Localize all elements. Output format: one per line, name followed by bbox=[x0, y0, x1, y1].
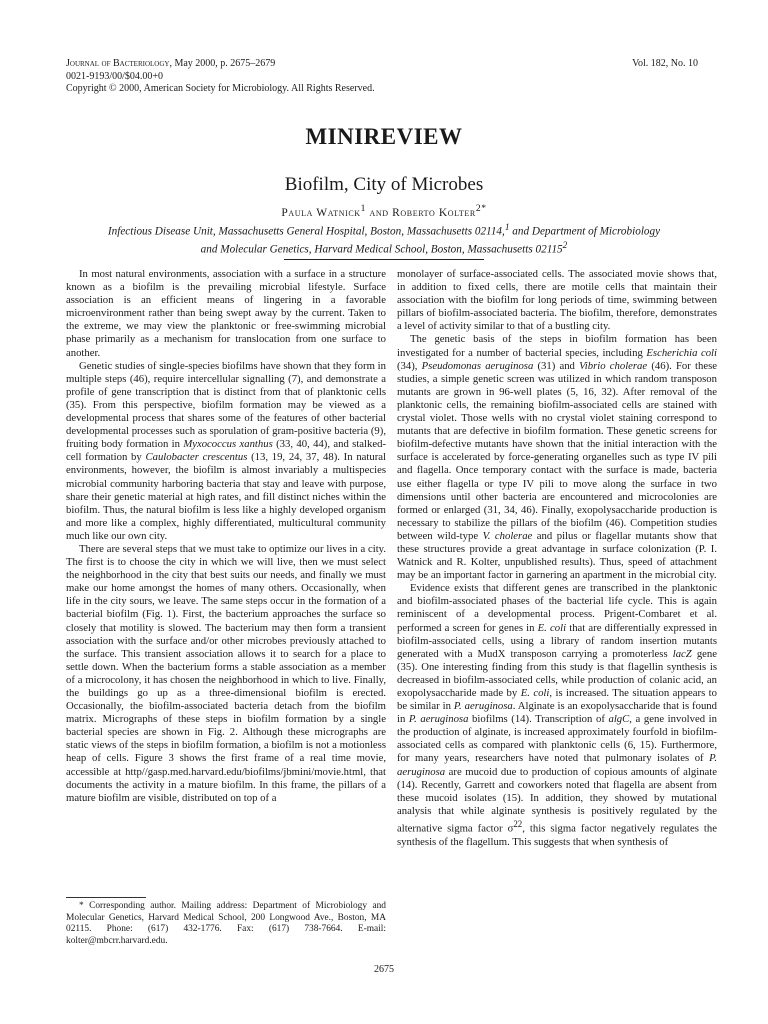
species-name: Caulobacter crescentus bbox=[145, 451, 248, 464]
page-number: 2675 bbox=[374, 964, 394, 975]
journal-name: Journal of Bacteriology bbox=[66, 58, 170, 69]
issn-line: 0021-9193/00/$04.00+0 bbox=[66, 70, 164, 82]
paragraph bbox=[397, 333, 717, 582]
copyright-line: Copyright © 2000, American Society for Microbiology. All Rights Reserved. bbox=[66, 83, 375, 94]
author-1: Paula Watnick bbox=[281, 206, 361, 219]
paragraph bbox=[397, 582, 717, 848]
text-run: that are differentially expressed in biofilm-associated cells, using a library of random insertion mutants generated with a MudX transposon carrying a promoterless bbox=[397, 621, 718, 660]
article-title: Biofilm, City of Microbes bbox=[284, 174, 484, 195]
journal-citation bbox=[66, 58, 375, 71]
species-name: E. coli bbox=[520, 687, 550, 699]
paragraph bbox=[66, 360, 386, 543]
right-column bbox=[397, 268, 717, 849]
sigma-superscript: 22 bbox=[513, 818, 523, 829]
species-name: Pseudomonas aeruginosa bbox=[421, 359, 534, 372]
affiliation-1-mark: 1 bbox=[504, 223, 510, 233]
volume-label: Vol. 182, No. 10 bbox=[632, 58, 698, 69]
corresponding-author-footnote: * Corresponding author. Mailing address: Department of Microbiology and Molecular Genetics, Harvard Medical School, 200 Longwood Ave., Boston, MA 02115. Phone: (617) 432-1776. Fax: (617) 738-7664. E-mail: kolter@mbcrr.harvard.edu. bbox=[66, 901, 386, 946]
running-header-left bbox=[66, 58, 375, 96]
species-name: E. coli bbox=[537, 621, 567, 634]
text-run: (34), bbox=[397, 359, 422, 372]
section-label: MINIREVIEW bbox=[305, 124, 463, 149]
paragraph: In most natural environments, association with a surface in a structure known as a biofilm is the prevailing microbial lifestyle. Surface association is an efficient means of lingering in a favorable microenvironment rather than being swept away by the current. Taken to the extreme, we may view the planktonic or free-swimming microbial phase primarily as a mechanism for translocation from one surface to another. bbox=[66, 268, 386, 359]
text-run: , a gene involved in the production of alginate, is increased approximately fourfold in biofilm-associated cells as compared with planktonic cells (6, 15). Furthermore, for many years, researchers have noted that pulmonary isolates of bbox=[397, 713, 717, 765]
text-run: , is increased. The situation appears to be similar in bbox=[397, 687, 717, 713]
text-run: Genetic studies of single-species biofilms have shown that they form in multiple steps (46), require intercellular signalling (7), and demonstrate a profile of gene transcription that is distinct from that of planktonic cells (35). From this perspective, biofilm formation may be viewed as a developmental process that shares some of the features of other bacterial developmental processes such as sporulation of gram-positive bacteria (9), fruiting body formation in bbox=[66, 359, 386, 451]
affiliation-2-mark: 2 bbox=[562, 240, 568, 251]
author-conjunction: and bbox=[369, 206, 389, 219]
text-run: biofilms (14). Transcription of bbox=[468, 713, 609, 726]
species-name: P. aeruginosa bbox=[453, 700, 513, 713]
text-run: . Alginate is an exopolysaccharide that is found in bbox=[397, 700, 717, 726]
species-name: Myxococcus xanthus bbox=[183, 438, 273, 451]
paragraph: monolayer of surface-associated cells. The associated movie shows that, in addition to fixed cells, there are motile cells that maintain their association with the biofilm for long periods of time, swimming between pillars of biofilm-associated bacteria. The biofilm, therefore, demonstrates a level of activity similar to that of a bustling city. bbox=[397, 268, 717, 333]
affiliation-2: and Department of Microbiology and Molecular Genetics, Harvard Medical School, Boston, Massachusetts 02115 bbox=[200, 225, 661, 256]
footnote-divider bbox=[66, 897, 146, 898]
text-run: (46). For these studies, a simple genetic screen was utilized in which random transposon mutants are grown in 96-well plates (5, 16, 32). After removal of the planktonic cells, the remaining biofilm-associated cells are stained with crystal violet. Those wells with no crystal violet staining correspond to mutants that are defective in biofilm formation. These genetic screens for biofilm-defective mutants have shown that the initial interaction with the surface is accelerated by force-generating organelles such as type IV pili and flagella. Once temporary contact with the surface is made, bacteria use either flagella or type IV pili to move along the surface in two dimensions until other bacteria are encountered and microcolonies are formed or enlarged (31, 34, 46). Finally, exopolysaccharide production is necessary to stabilize the pillars of the biofilm (46). Competition studies between wild-type bbox=[397, 359, 717, 542]
paragraph: There are several steps that we must take to optimize our lives in a city. The first is to choose the city in which we will live, then we must select the neighborhood in the city that best suits our needs, and finally we must make our home amongst the homes of many others. Occasionally, when life in the city sours, we leave. The same steps occur in the formation of a bacterial biofilm (Fig. 1). First, the bacterium approaches the surface so closely that motility is slowed. The bacterium may then form a transient association with the surface and/or other microbes previously attached to the surface. This transient association allows it to search for a place to settle down. When the bacterium forms a stable association as a member of a microcolony, it has chosen the neighborhood in which to live. Finally, the buildings go up as a three-dimensional biofilm is erected. Occasionally, the biofilm-associated bacteria detach from the biofilm matrix. Micrographs of these steps in biofilm formation by a single bacterial species are shown in Fig. 2. Although these micrographs are static views of the steps in biofilm formation, a biofilm is not a motionless heap of cells. Figure 3 shows the first frame of a real time movie, accessible at http//gasp.med.harvard.edu/biofilms/jbmini/movie.html, that documents the activity in a mature biofilm. In this frame, the pillars of a mature biofilm are visible, distributed on top of a bbox=[66, 542, 386, 804]
species-name: P. aeruginosa bbox=[397, 752, 717, 778]
species-name: Escherichia coli bbox=[646, 346, 718, 359]
text-run: The genetic basis of the steps in biofilm formation has been investigated for a number of bacterial species, including bbox=[397, 333, 717, 359]
text-run: , this sigma factor negatively regulates the synthesis of the flagellum. This suggests that when synthesis of bbox=[397, 822, 717, 848]
text-run: gene (35). One interesting finding from this study is that flagellin synthesis is decreased in biofilm-associated cells, while production of colanic acid, an exopolysaccharide made by bbox=[397, 647, 717, 699]
left-column bbox=[66, 268, 386, 805]
species-name: V. cholerae bbox=[482, 529, 533, 542]
title-divider bbox=[284, 259, 484, 260]
affiliation-1: Infectious Disease Unit, Massachusetts General Hospital, Boston, Massachusetts 02114, bbox=[107, 225, 505, 238]
journal-issue: , May 2000, p. 2675–2679 bbox=[169, 58, 276, 69]
author-2-affiliation-mark: 2* bbox=[475, 203, 487, 214]
text-run: Evidence exists that different genes are transcribed in the planktonic and biofilm-associated phases of the bacterial life cycle. This is again reminiscent of a developmental process. Prigent-Combaret et al. performed a screen for genes in bbox=[397, 582, 717, 634]
author-2: Roberto Kolter bbox=[392, 206, 476, 219]
author-line bbox=[0, 203, 768, 219]
text-run: (13, 19, 24, 37, 48). In natural environments, however, the biofilm is almost invariably a multispecies microbial community harboring bacteria that stay and leave with purpose, share their genetic material at high rates, and fill distinct niches within the biofilm. Thus, the natural biofilm is less like a highly developed organism and more like a complex, highly differentiated, multicultural community much like our own city. bbox=[66, 451, 386, 542]
text-run: (31) and bbox=[533, 359, 580, 372]
gene-name: algC bbox=[608, 713, 630, 726]
gene-name: lacZ bbox=[672, 647, 692, 660]
text-run: are mucoid due to production of copious amounts of alginate (14). Recently, Garrett and coworkers noted that flagella are absent from these mucoid isolates (15). In addition, they showed by mutational analysis that while alginate synthesis is positively regulated by the alternative sigma factor σ bbox=[397, 765, 717, 835]
text-run: (33, 40, 44), and stalked-cell formation by bbox=[66, 438, 386, 464]
text-run: and pilus or flagellar mutants show that these structures provide a great advantage in surface colonization (P. I. Watnick and R. Kolter, unpublished results). Thus, speed of attachment may be an important factor in garnering an apartment in the microbial city. bbox=[397, 529, 717, 582]
author-1-affiliation-mark: 1 bbox=[360, 203, 367, 214]
species-name: Vibrio cholerae bbox=[579, 359, 648, 372]
affiliations bbox=[100, 221, 668, 256]
species-name: P. aeruginosa bbox=[408, 713, 469, 726]
